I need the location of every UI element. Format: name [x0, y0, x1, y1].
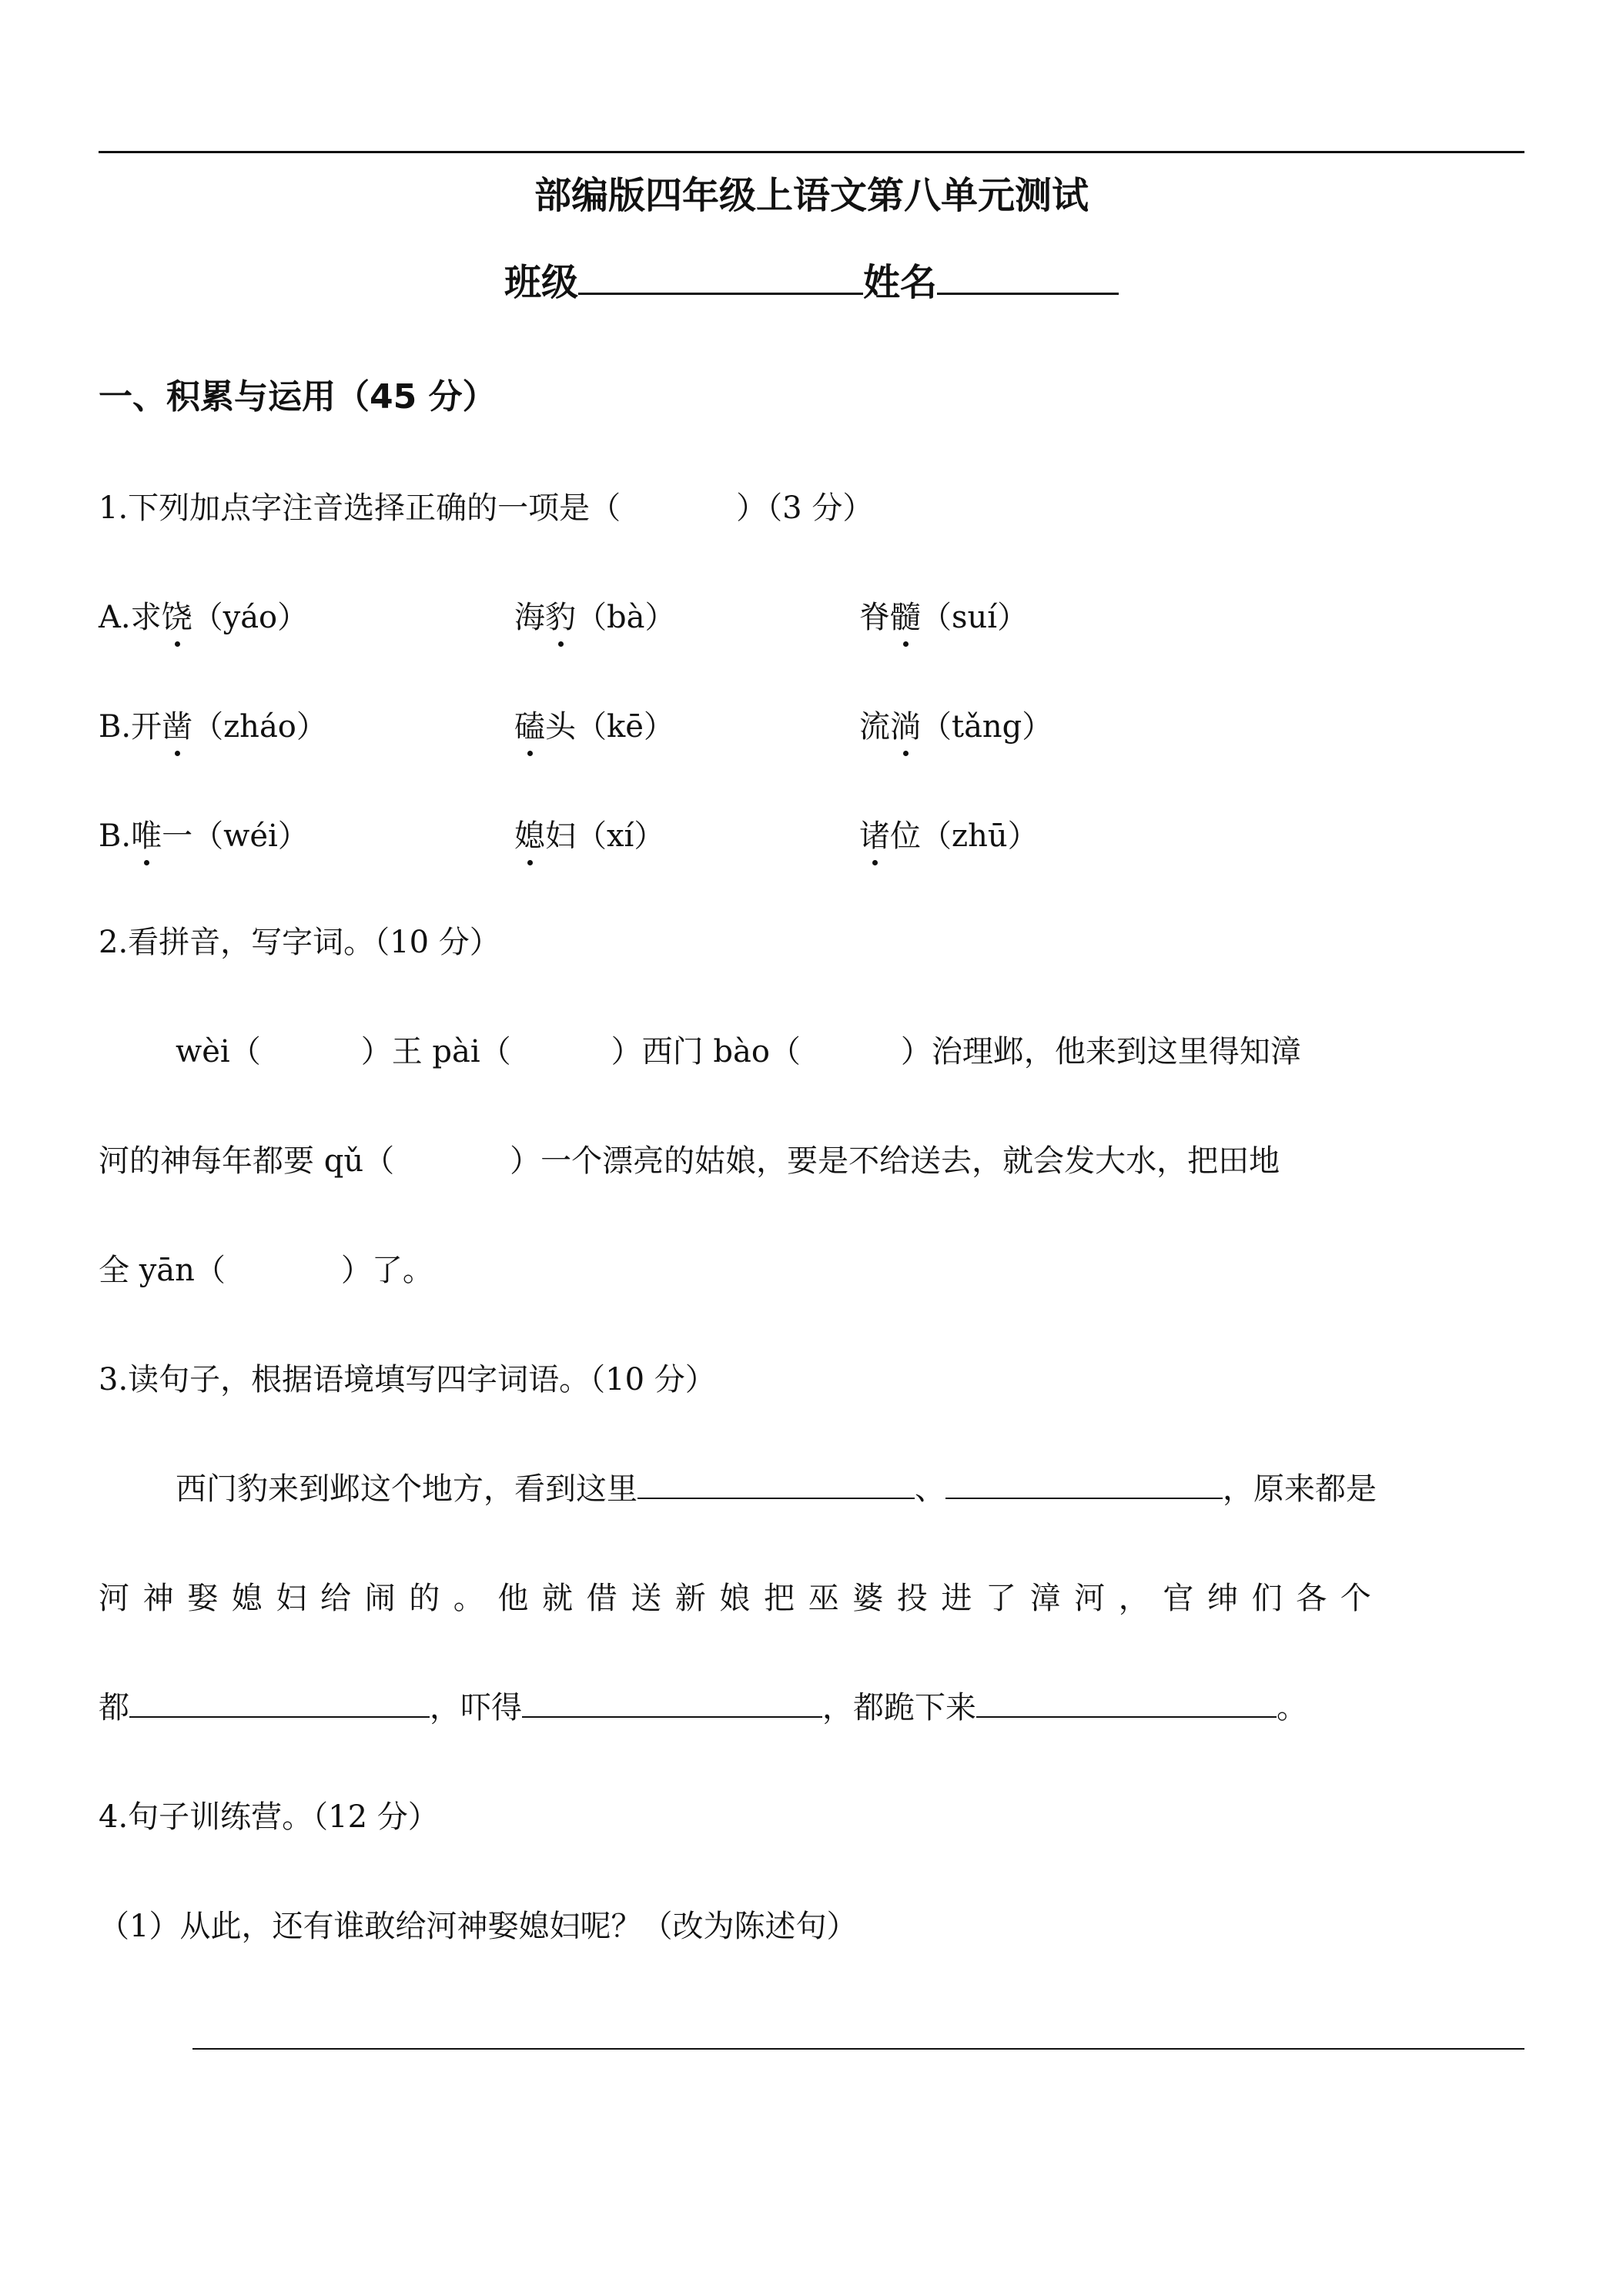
option-b-item-1: B.开凿（zháo）	[99, 702, 327, 751]
q3-line-1: 西门豹来到邺这个地方，看到这里 、 ，原来都是	[176, 1464, 1377, 1514]
option-c-item-1: B.唯一（wéi）	[99, 812, 309, 861]
top-rule	[99, 151, 1524, 153]
q2-line-3: 全 yān（ ）了。	[99, 1253, 433, 1288]
q3-blank-5[interactable]	[976, 1684, 1277, 1718]
option-c-item-2: 媳妇（xí）	[514, 812, 664, 861]
option-a-item-1: A.求饶（yáo）	[99, 593, 308, 642]
q2-stem: 2.看拼音，写字词。（10 分）	[99, 925, 500, 960]
option-b-item-3: 流淌（tǎng）	[859, 702, 1052, 751]
option-a-item-3: 脊髓（suí）	[859, 593, 1028, 642]
q3-blank-1[interactable]	[637, 1465, 915, 1499]
q2-line-2: 河的神每年都要 qǔ（ ）一个漂亮的姑娘，要是不给送去，就会发大水，把田地	[99, 1143, 1280, 1179]
q4-sub-1: （1）从此，还有谁敢给河神娶媳妇呢？（改为陈述句）	[99, 1909, 858, 1944]
option-b-item-2: 磕头（kē）	[514, 702, 674, 751]
q3-blank-3[interactable]	[129, 1684, 430, 1718]
class-blank[interactable]	[578, 253, 863, 295]
class-name-line	[0, 253, 1623, 310]
q4-answer-line[interactable]	[192, 2048, 1524, 2050]
page-title: 部编版四年级上语文第八单元测试	[534, 174, 1089, 217]
q3-line-3: 都 ，吓得 ，都跪下来 。	[99, 1683, 1307, 1732]
q4-stem: 4.句子训练营。（12 分）	[99, 1799, 439, 1835]
option-a-item-2: 海豹（bà）	[514, 593, 675, 642]
option-c-item-3: 诸位（zhū）	[859, 812, 1039, 861]
class-label: 班级	[504, 261, 578, 304]
q3-stem: 3.读句子，根据语境填写四字词语。（10 分）	[99, 1362, 716, 1397]
name-blank[interactable]	[937, 253, 1119, 295]
section-heading: 一、积累与运用（45 分）	[99, 377, 497, 417]
q3-blank-2[interactable]	[945, 1465, 1223, 1499]
q3-blank-4[interactable]	[522, 1684, 822, 1718]
name-label: 姓名	[863, 261, 938, 304]
q1-stem: 1.下列加点字注音选择正确的一项是（ ）（3 分）	[99, 490, 874, 526]
q3-line-2: 河神娶媳妇给闹的。他就借送新娘把巫婆投进了漳河，官绅们各个	[99, 1581, 1385, 1616]
q2-line-1: wèi（ ）王 pài（ ）西门 bào（ ）治理邺，他来到这里得知漳	[176, 1034, 1301, 1069]
